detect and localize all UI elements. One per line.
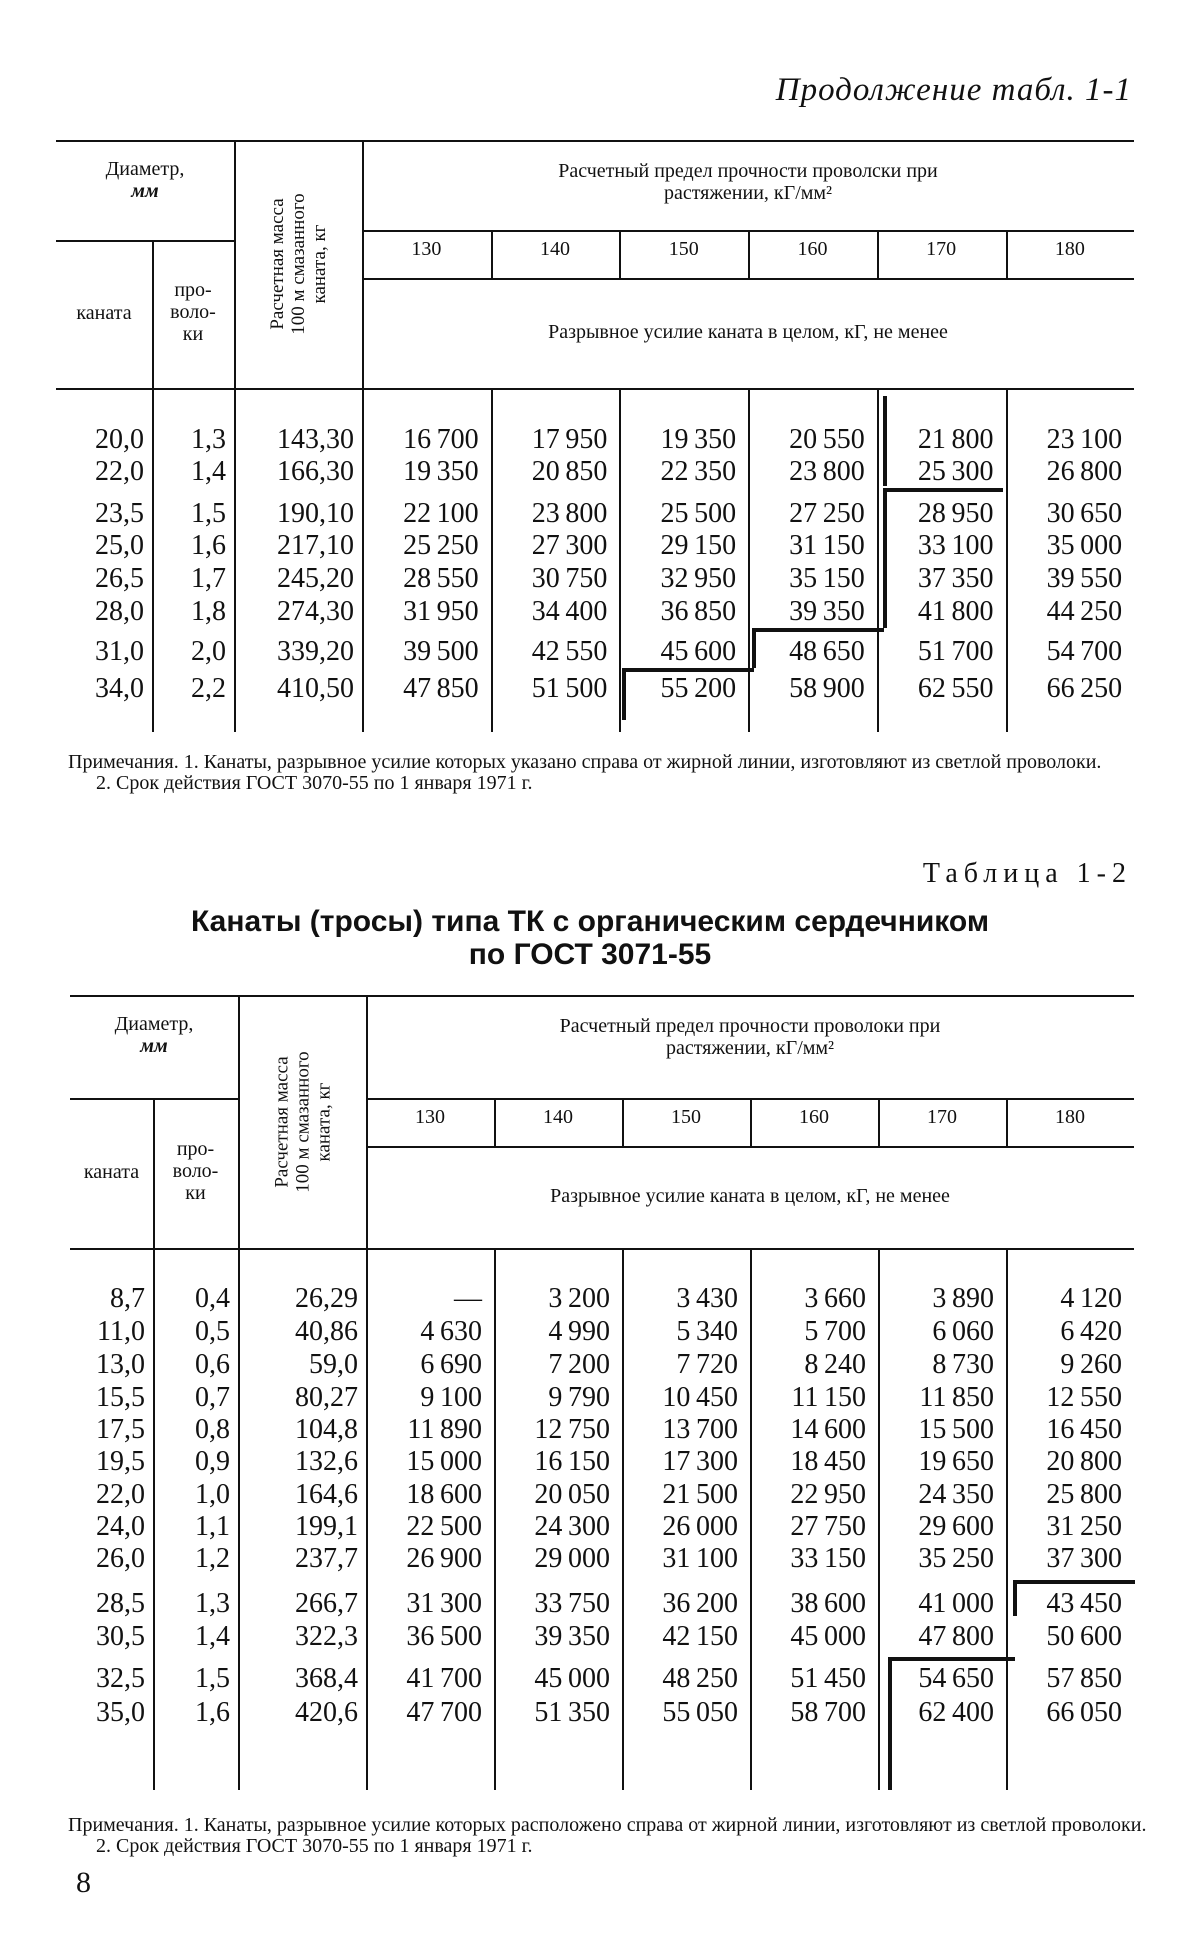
t1-cell-force-130: 47 850 [403,673,479,704]
t2-header-strength-title: Расчетный предел прочности проволоки при растяжении, кГ/мм² [559,1015,941,1059]
t2-cell-wire-diameter: 1,5 [195,1663,230,1694]
t2-cell-force-130: 18 600 [406,1479,482,1510]
t2-cell-force-150: 26 000 [662,1511,738,1542]
t2-cell-force-160: 8 240 [804,1349,866,1380]
t2-cell-force-160: 27 750 [790,1511,866,1542]
t1-top-rule [56,140,1134,142]
t2-header-diameter-label: Диаметр, [114,1013,194,1035]
t1-header-strength-180: 180 [1054,238,1085,260]
t1-cell-force-180: 66 250 [1046,673,1123,704]
t1-cell-force-140: 20 850 [531,456,608,487]
t2-cell-rope-diameter: 15,5 [96,1382,145,1413]
t2-cell-force-180: 37 300 [1046,1543,1122,1574]
t2-cell-force-140: 33 750 [534,1588,610,1619]
t1-cell-force-130: 28 550 [403,563,479,594]
t2-cell-force-150: 3 430 [676,1283,738,1314]
t2-cell-force-150: 48 250 [662,1663,738,1694]
t2-cell-force-130: 31 300 [406,1588,482,1619]
table1-note-2: 2. Срок действия ГОСТ 3070-55 по 1 января 1971 г. [96,772,533,794]
t2-cell-force-130: 9 100 [420,1382,482,1413]
t2-header-strength-150: 150 [671,1106,701,1128]
t2-cell-force-170: 15 500 [918,1414,994,1445]
table2-notes [68,1815,1148,1857]
t2-header-strength-130: 130 [415,1106,445,1128]
t1-cell-force-160: 58 900 [789,673,865,704]
t2-cell-force-170: 3 890 [932,1283,994,1314]
t2-cell-mass: 368,4 [295,1663,358,1694]
t1-cell-wire-diameter: 1,4 [191,456,226,487]
t1-header-rope: каната [76,302,132,324]
t1-cell-force-160: 31 150 [789,530,865,561]
t2-cell-force-180: 16 450 [1046,1414,1122,1445]
t2-header-strength-180: 180 [1055,1106,1085,1128]
t2-cell-force-150: 21 500 [662,1479,738,1510]
t2-bold-boundary-h-2 [890,1657,1015,1661]
t2-cell-force-150: 5 340 [676,1316,738,1347]
t1-cell-force-180: 35 000 [1046,530,1123,561]
t2-cell-force-140: 45 000 [534,1663,610,1694]
t1-cell-force-170: 33 100 [917,530,994,561]
t2-cell-force-160: 18 450 [790,1446,866,1477]
t1-cell-mass: 217,10 [277,530,354,561]
t1-cell-force-140: 23 800 [531,498,608,529]
t2-cell-force-150: 13 700 [662,1414,738,1445]
table2-label: Таблица 1-2 [922,858,1132,889]
t2-cell-rope-diameter: 19,5 [96,1446,145,1477]
t2-cell-force-150: 17 300 [662,1446,738,1477]
t2-cell-force-180: 57 850 [1046,1663,1122,1694]
t2-cell-force-140: 7 200 [548,1349,610,1380]
t2-cell-force-140: 3 200 [548,1283,610,1314]
t1-header-strength-130: 130 [411,238,442,260]
t2-cell-force-180: 43 450 [1046,1588,1122,1619]
t1-cell-force-150: 36 850 [660,596,737,627]
t1-header-strength-150: 150 [668,238,699,260]
t2-cell-force-150: 31 100 [662,1543,738,1574]
t1-cell-wire-diameter: 1,3 [191,424,226,455]
t1-cell-wire-diameter: 1,7 [191,563,226,594]
t2-cell-mass: 26,29 [295,1283,358,1314]
t1-bold-boundary-v-4 [752,628,756,668]
t1-header-mass: Расчетная масса 100 м смазанного каната, кг [266,193,330,335]
t1-cell-force-150: 55 200 [660,673,737,704]
t2-cell-force-170: 19 650 [918,1446,994,1477]
t1-cell-rope-diameter: 26,5 [95,563,144,594]
t2-cell-force-140: 24 300 [534,1511,610,1542]
t1-cell-mass: 190,10 [277,498,354,529]
t2-cell-force-130: 11 890 [407,1414,482,1445]
table2-title-line1: Канаты (тросы) типа ТК с органическим сердечником [190,905,990,938]
t2-cell-rope-diameter: 17,5 [96,1414,145,1445]
t1-cell-force-160: 35 150 [789,563,865,594]
t2-cell-force-140: 20 050 [534,1479,610,1510]
t1-cell-force-150: 45 600 [660,636,737,667]
t2-cell-force-170: 8 730 [932,1349,994,1380]
t2-cell-force-130: 6 690 [420,1349,482,1380]
t1-cell-mass: 339,20 [277,636,354,667]
t2-cell-mass: 237,7 [295,1543,358,1574]
t1-cell-rope-diameter: 20,0 [95,424,144,455]
t2-cell-rope-diameter: 11,0 [97,1316,145,1347]
t2-cell-force-180: 20 800 [1046,1446,1122,1477]
t1-cell-force-130: 31 950 [403,596,479,627]
t2-cell-force-140: 51 350 [534,1697,610,1728]
t1-cell-rope-diameter: 23,5 [95,498,144,529]
t2-header-mass: Расчетная масса 100 м смазанного каната, кг [270,1050,334,1193]
t2-cell-rope-diameter: 13,0 [96,1349,145,1380]
t2-cell-mass: 104,8 [295,1414,358,1445]
t1-header-rule [56,388,1134,390]
t2-cell-wire-diameter: 1,1 [195,1511,230,1542]
t2-cell-force-160: 22 950 [790,1479,866,1510]
page-number: 8 [76,1866,91,1899]
t1-cell-force-140: 30 750 [531,563,608,594]
t1-cell-force-170: 37 350 [917,563,994,594]
t1-header-force-title: Разрывное усилие каната в целом, кГ, не менее [548,321,948,343]
t1-cell-rope-diameter: 25,0 [95,530,144,561]
t1-strength-rule-bottom [362,278,1134,280]
t2-cell-force-160: 11 150 [791,1382,866,1413]
t2-cell-mass: 420,6 [295,1697,358,1728]
t2-cell-wire-diameter: 0,6 [195,1349,230,1380]
t2-cell-wire-diameter: 0,4 [195,1283,230,1314]
t1-cell-force-160: 23 800 [789,456,865,487]
t2-cell-force-160: 3 660 [804,1283,866,1314]
t1-bold-boundary-v-0 [883,396,887,486]
t2-cell-wire-diameter: 0,9 [195,1446,230,1477]
t2-cell-force-180: 31 250 [1046,1511,1122,1542]
t1-cell-wire-diameter: 1,5 [191,498,226,529]
t1-cell-rope-diameter: 28,0 [95,596,144,627]
t2-cell-force-130: 47 700 [406,1697,482,1728]
t2-cell-mass: 322,3 [295,1621,358,1652]
t2-header-strength-140: 140 [543,1106,573,1128]
t1-header-wire: про- воло- ки [170,279,216,345]
t2-cell-wire-diameter: 0,7 [195,1382,230,1413]
t2-header-strength-160: 160 [799,1106,829,1128]
t2-cell-force-180: 4 120 [1060,1283,1122,1314]
t2-cell-force-170: 24 350 [918,1479,994,1510]
t2-cell-force-170: 54 650 [918,1663,994,1694]
t2-cell-force-180: 50 600 [1046,1621,1122,1652]
t2-cell-mass: 59,0 [309,1349,358,1380]
t1-cell-force-180: 23 100 [1046,424,1123,455]
t1-header-strength-170: 170 [926,238,957,260]
t1-cell-force-160: 27 250 [789,498,865,529]
t1-cell-force-130: 25 250 [403,530,479,561]
t1-cell-force-170: 51 700 [917,636,994,667]
t1-cell-force-180: 39 550 [1046,563,1123,594]
t1-cell-force-160: 39 350 [789,596,865,627]
t1-cell-force-140: 42 550 [531,636,608,667]
t1-cell-wire-diameter: 2,0 [191,636,226,667]
t1-cell-mass: 166,30 [277,456,354,487]
t1-cell-force-130: 39 500 [403,636,479,667]
t1-cell-force-170: 62 550 [917,673,994,704]
t1-cell-force-170: 25 300 [917,456,994,487]
t2-header-rule [70,1248,1134,1250]
t2-cell-force-160: 45 000 [790,1621,866,1652]
t2-cell-force-130: 36 500 [406,1621,482,1652]
t2-bold-boundary-h-0 [1015,1580,1135,1584]
t2-bold-boundary-v-3 [888,1657,892,1790]
t1-bold-boundary-h-3 [754,628,884,632]
t2-cell-force-160: 33 150 [790,1543,866,1574]
t2-cell-force-140: 16 150 [534,1446,610,1477]
t1-cell-force-140: 34 400 [531,596,608,627]
continuation-title: Продолжение табл. 1-1 [775,72,1132,108]
t1-cell-force-130: 16 700 [403,424,479,455]
t2-cell-force-170: 29 600 [918,1511,994,1542]
t1-cell-force-140: 51 500 [531,673,608,704]
t1-header-diameter-label: Диаметр, [105,158,185,180]
t1-cell-force-140: 27 300 [531,530,608,561]
t1-cell-wire-diameter: 1,6 [191,530,226,561]
t1-cell-force-170: 21 800 [917,424,994,455]
t2-cell-force-180: 25 800 [1046,1479,1122,1510]
t2-cell-rope-diameter: 35,0 [96,1697,145,1728]
t2-cell-mass: 132,6 [295,1446,358,1477]
t1-bold-boundary-h-1 [885,488,1003,492]
t1-cell-wire-diameter: 2,2 [191,673,226,704]
t2-cell-wire-diameter: 1,0 [195,1479,230,1510]
t2-cell-force-180: 12 550 [1046,1382,1122,1413]
t2-cell-force-150: 10 450 [662,1382,738,1413]
t2-cell-force-140: 12 750 [534,1414,610,1445]
t2-cell-rope-diameter: 24,0 [96,1511,145,1542]
t2-cell-force-150: 55 050 [662,1697,738,1728]
t2-cell-force-180: 9 260 [1060,1349,1122,1380]
t2-header-diameter-unit: мм [140,1035,168,1057]
table2-note-1: Примечания. 1. Канаты, разрывное усилие которых расположено справа от жирной линии, изготовляют из светлой проволоки. [68,1814,1147,1836]
t2-cell-force-130: 4 630 [420,1316,482,1347]
t2-cell-force-140: 4 990 [548,1316,610,1347]
t1-cell-force-180: 54 700 [1046,636,1123,667]
t2-cell-force-170: 47 800 [918,1621,994,1652]
t1-bold-boundary-v-6 [622,668,626,720]
t2-cell-wire-diameter: 0,8 [195,1414,230,1445]
t1-cell-force-180: 30 650 [1046,498,1123,529]
t2-cell-rope-diameter: 32,5 [96,1663,145,1694]
t1-cell-mass: 410,50 [277,673,354,704]
t2-bold-boundary-v-1 [1013,1580,1017,1616]
t1-cell-force-150: 32 950 [660,563,737,594]
table2-title-line2: по ГОСТ 3071-55 [468,938,712,971]
t2-cell-wire-diameter: 0,5 [195,1316,230,1347]
t1-cell-force-130: 19 350 [403,456,479,487]
t2-cell-force-150: 42 150 [662,1621,738,1652]
t1-header-strength-160: 160 [797,238,828,260]
t2-cell-force-160: 58 700 [790,1697,866,1728]
t1-diameter-rule [56,240,234,242]
t2-header-strength-170: 170 [927,1106,957,1128]
t2-header-rope: каната [83,1161,140,1183]
t2-cell-force-180: 66 050 [1046,1697,1122,1728]
table2-note-2: 2. Срок действия ГОСТ 3070-55 по 1 января 1971 г. [96,1835,533,1857]
t2-cell-force-140: 39 350 [534,1621,610,1652]
t1-header-strength-140: 140 [540,238,571,260]
t1-cell-force-150: 19 350 [660,424,737,455]
t2-cell-force-170: 35 250 [918,1543,994,1574]
t2-cell-force-140: 9 790 [548,1382,610,1413]
table1-note-1: Примечания. 1. Канаты, разрывное усилие которых указано справа от жирной линии, изготовляют из светлой проволоки. [68,751,1102,773]
t2-cell-mass: 80,27 [295,1382,358,1413]
t1-cell-force-170: 28 950 [917,498,994,529]
t1-cell-rope-diameter: 34,0 [95,673,144,704]
t2-cell-force-160: 38 600 [790,1588,866,1619]
t1-cell-mass: 245,20 [277,563,354,594]
t2-cell-rope-diameter: 28,5 [96,1588,145,1619]
t1-bold-boundary-h-5 [624,668,754,672]
t1-cell-force-180: 26 800 [1046,456,1123,487]
table1-notes [68,752,1148,794]
t2-strength-rule-bottom [366,1146,1134,1148]
t2-cell-force-130: 26 900 [406,1543,482,1574]
t1-cell-rope-diameter: 31,0 [95,636,144,667]
t2-cell-mass: 199,1 [295,1511,358,1542]
t1-cell-force-130: 22 100 [403,498,479,529]
t2-header-wire: про- воло- ки [172,1138,219,1204]
t2-cell-mass: 266,7 [295,1588,358,1619]
t1-cell-force-150: 22 350 [660,456,737,487]
t2-cell-rope-diameter: 30,5 [96,1621,145,1652]
t2-cell-force-170: 62 400 [918,1697,994,1728]
t2-cell-force-170: 6 060 [932,1316,994,1347]
t1-cell-wire-diameter: 1,8 [191,596,226,627]
t1-cell-mass: 143,30 [277,424,354,455]
t2-cell-force-130: — [454,1283,482,1314]
t2-cell-force-160: 51 450 [790,1663,866,1694]
t2-cell-wire-diameter: 1,4 [195,1621,230,1652]
t1-header-diameter [56,158,234,202]
t2-header-diameter [70,1013,238,1057]
t1-cell-force-180: 44 250 [1046,596,1123,627]
t2-cell-rope-diameter: 26,0 [96,1543,145,1574]
t1-cell-force-160: 48 650 [789,636,865,667]
t2-cell-rope-diameter: 8,7 [110,1283,145,1314]
t1-bold-boundary-v-2 [883,488,887,628]
t2-cell-rope-diameter: 22,0 [96,1479,145,1510]
t1-cell-force-150: 25 500 [660,498,737,529]
t2-cell-force-170: 41 000 [918,1588,994,1619]
t2-cell-wire-diameter: 1,2 [195,1543,230,1574]
t1-cell-mass: 274,30 [277,596,354,627]
t2-cell-mass: 40,86 [295,1316,358,1347]
t1-cell-rope-diameter: 22,0 [95,456,144,487]
t1-header-strength-title: Расчетный предел прочности проволски при растяжении, кГ/мм² [558,160,938,204]
t1-cell-force-140: 17 950 [531,424,608,455]
t1-cell-force-160: 20 550 [789,424,865,455]
table2-title [60,905,1120,971]
t2-cell-wire-diameter: 1,3 [195,1588,230,1619]
t1-cell-force-170: 41 800 [917,596,994,627]
t2-cell-wire-diameter: 1,6 [195,1697,230,1728]
t2-cell-force-180: 6 420 [1060,1316,1122,1347]
t1-header-diameter-unit: мм [131,180,159,202]
t1-cell-force-150: 29 150 [660,530,737,561]
t2-cell-force-140: 29 000 [534,1543,610,1574]
t2-cell-force-130: 22 500 [406,1511,482,1542]
t2-cell-force-160: 5 700 [804,1316,866,1347]
t2-cell-force-150: 7 720 [676,1349,738,1380]
t2-cell-force-130: 41 700 [406,1663,482,1694]
t2-cell-force-170: 11 850 [919,1382,994,1413]
t2-cell-force-130: 15 000 [406,1446,482,1477]
t2-cell-force-150: 36 200 [662,1588,738,1619]
t2-cell-force-160: 14 600 [790,1414,866,1445]
t2-top-rule [70,995,1134,997]
t2-header-force-title: Разрывное усилие каната в целом, кГ, не менее [550,1185,950,1207]
t2-cell-mass: 164,6 [295,1479,358,1510]
